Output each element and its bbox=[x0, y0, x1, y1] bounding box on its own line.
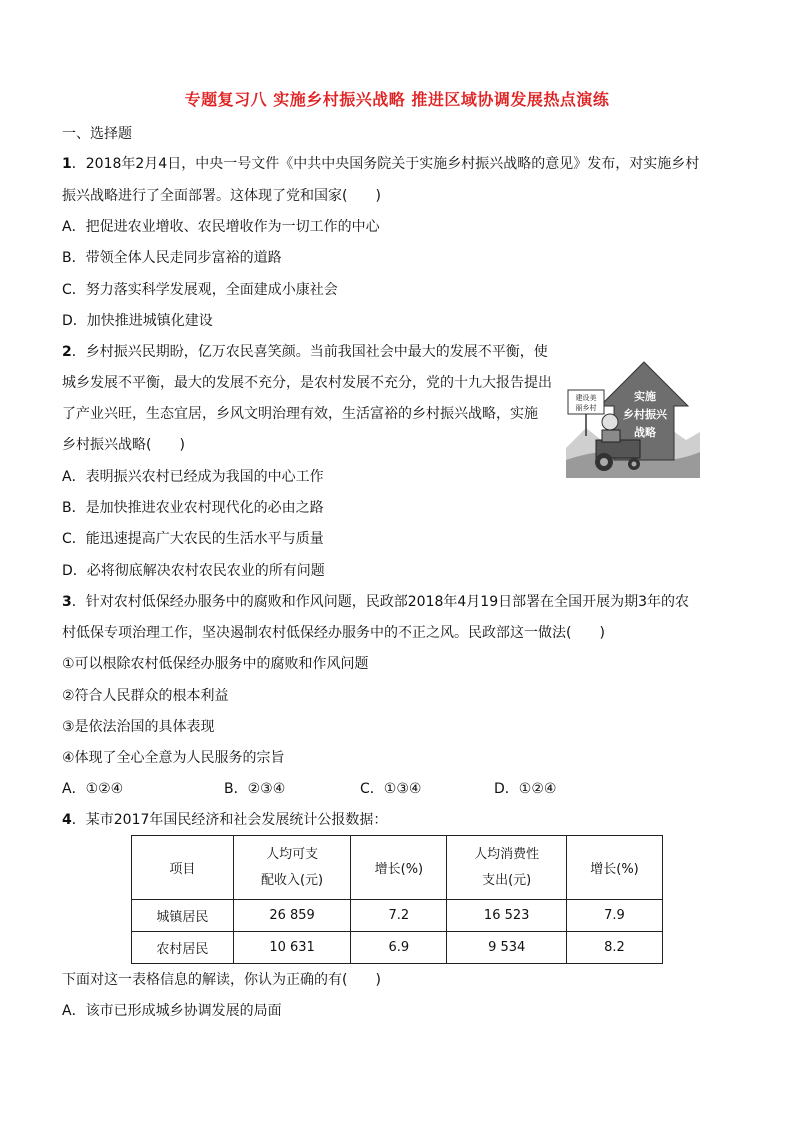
header-growth-2: 增长(%) bbox=[567, 836, 663, 900]
q2-option-d: D．必将彻底解决农村农民农业的所有问题 bbox=[62, 563, 325, 579]
statistics-table bbox=[131, 835, 663, 964]
row-spending: 9 534 bbox=[447, 932, 567, 964]
header-income bbox=[233, 836, 351, 900]
header-spending bbox=[447, 836, 567, 900]
question-text: ．针对农村低保经办服务中的腐败和作风问题，民政部2018年4月19日部署在全国开展为期3年的农 bbox=[71, 594, 690, 610]
question-1-line-1 bbox=[62, 154, 699, 174]
question-2-line-3: 了产业兴旺，生态宜居，乡风文明治理有效，生活富裕的乡村振兴战略，实施 bbox=[62, 406, 538, 422]
question-2-line-1 bbox=[62, 342, 548, 362]
row-growth-2: 8.2 bbox=[567, 932, 663, 964]
row-growth-1: 6.9 bbox=[351, 932, 447, 964]
q1-option-d: D．加快推进城镇化建设 bbox=[62, 313, 213, 329]
question-3-line-2: 村低保专项治理工作，坚决遏制农村低保经办服务中的不正之风。民政部这一做法( ) bbox=[62, 625, 605, 641]
q1-option-c: C．努力落实科学发展观，全面建成小康社会 bbox=[62, 282, 338, 298]
question-text: ．乡村振兴民期盼，亿万农民喜笑颜。当前我国社会中最大的发展不平衡，使 bbox=[71, 344, 548, 360]
row-income: 26 859 bbox=[233, 900, 351, 932]
q4-option-a: A．该市已形成城乡协调发展的局面 bbox=[62, 1003, 282, 1019]
question-4-line-1 bbox=[62, 810, 387, 830]
question-number: 4 bbox=[62, 812, 72, 828]
row-income: 10 631 bbox=[233, 932, 351, 964]
row-growth-2: 7.9 bbox=[567, 900, 663, 932]
small-sign-text-2: 丽乡村 bbox=[575, 404, 597, 412]
row-label: 农村居民 bbox=[132, 932, 234, 964]
table-row bbox=[132, 932, 663, 964]
question-number: 2 bbox=[62, 344, 72, 360]
header-item: 项目 bbox=[132, 836, 234, 900]
q3-item-3: ③是依法治国的具体表现 bbox=[62, 719, 215, 735]
table-header-row bbox=[132, 836, 663, 900]
q3-option-d: D．①②④ bbox=[494, 781, 557, 797]
header-growth-1: 增长(%) bbox=[351, 836, 447, 900]
question-text: ．某市2017年国民经济和社会发展统计公报数据： bbox=[71, 812, 388, 828]
question-2-line-2: 城乡发展不平衡，最大的发展不充分，是农村发展不充分，党的十九大报告提出 bbox=[62, 375, 552, 391]
q2-option-c: C．能迅速提高广大农民的生活水平与质量 bbox=[62, 531, 324, 547]
question-number: 3 bbox=[62, 594, 72, 610]
table-row bbox=[132, 900, 663, 932]
sign-text-3: 战略 bbox=[634, 426, 656, 439]
q3-item-1: ①可以根除农村低保经办服务中的腐败和作风问题 bbox=[62, 656, 369, 672]
header-spending-line-1: 人均消费性 bbox=[474, 846, 540, 862]
sign-text-1: 实施 bbox=[634, 390, 656, 403]
q3-option-b: B．②③④ bbox=[224, 781, 286, 797]
header-income-line-1: 人均可支 bbox=[266, 846, 319, 862]
row-label: 城镇居民 bbox=[132, 900, 234, 932]
q3-option-c: C．①③④ bbox=[360, 781, 422, 797]
rural-revitalization-illustration bbox=[566, 356, 700, 478]
question-text: ．2018年2月4日，中央一号文件《中共中央国务院关于实施乡村振兴战略的意见》发布，对实施乡村 bbox=[71, 156, 700, 172]
section-heading: 一、选择题 bbox=[62, 126, 132, 142]
header-spending-line-2: 支出(元) bbox=[482, 872, 532, 888]
question-2-line-4: 乡村振兴战略( ) bbox=[62, 437, 185, 453]
row-growth-1: 7.2 bbox=[351, 900, 447, 932]
question-4-prompt: 下面对这一表格信息的解读，你认为正确的有( ) bbox=[62, 972, 381, 988]
row-spending: 16 523 bbox=[447, 900, 567, 932]
q2-option-a: A．表明振兴农村已经成为我国的中心工作 bbox=[62, 469, 324, 485]
q1-option-b: B．带领全体人民走同步富裕的道路 bbox=[62, 250, 282, 266]
q3-item-4: ④体现了全心全意为人民服务的宗旨 bbox=[62, 750, 285, 766]
q3-item-2: ②符合人民群众的根本利益 bbox=[62, 688, 229, 704]
question-3-line-1 bbox=[62, 592, 689, 612]
q2-option-b: B．是加快推进农业农村现代化的必由之路 bbox=[62, 500, 324, 516]
small-sign-text-1: 建设美 bbox=[575, 394, 597, 402]
sign-text-2: 乡村振兴 bbox=[623, 408, 667, 421]
q3-option-a: A．①②④ bbox=[62, 781, 124, 797]
document-title: 专题复习八 实施乡村振兴战略 推进区域协调发展热点演练 bbox=[184, 90, 610, 109]
q1-option-a: A．把促进农业增收、农民增收作为一切工作的中心 bbox=[62, 219, 380, 235]
question-number: 1 bbox=[62, 156, 72, 172]
header-income-line-2: 配收入(元) bbox=[260, 872, 324, 888]
question-1-line-2: 振兴战略进行了全面部署。这体现了党和国家( ) bbox=[62, 188, 381, 204]
